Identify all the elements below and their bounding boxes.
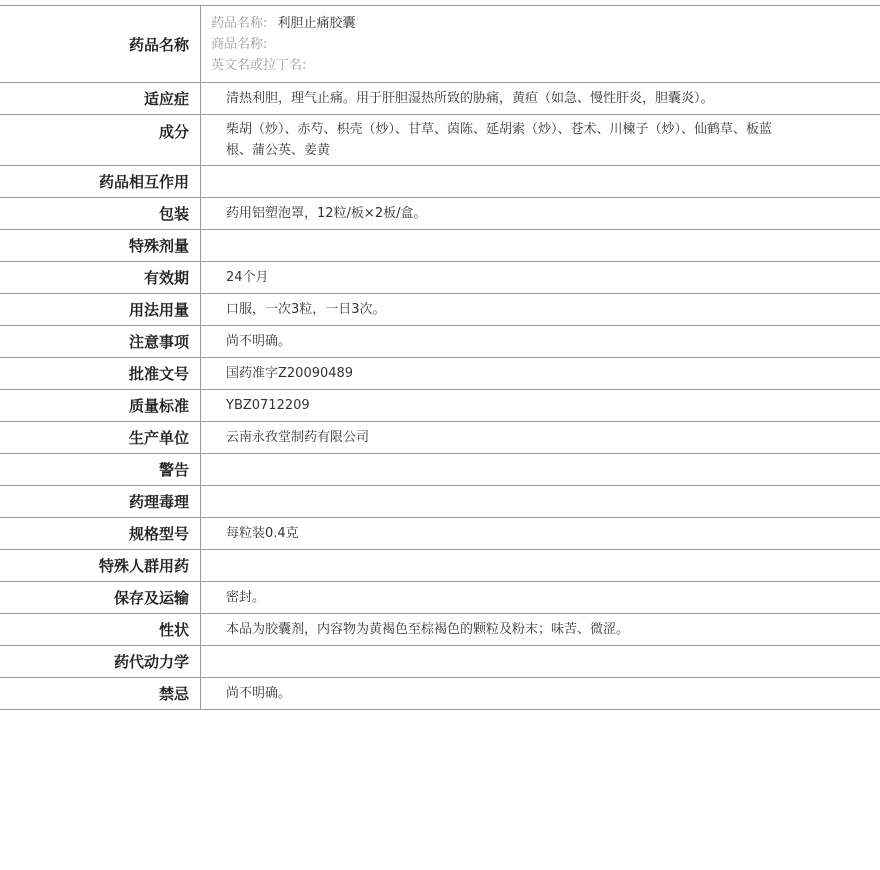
- row-ingredients: [0, 115, 880, 166]
- label-special-dosage: 特殊剂量: [0, 230, 201, 262]
- row-quality-standard: [0, 390, 880, 422]
- label-quality-standard: 质量标准: [0, 390, 201, 422]
- row-specification: [0, 518, 880, 550]
- row-packaging: [0, 198, 880, 230]
- label-packaging: 包装: [0, 198, 201, 230]
- label-special-population: 特殊人群用药: [0, 550, 201, 582]
- label-ingredients: 成分: [0, 115, 201, 166]
- row-drug-name: [0, 6, 880, 83]
- label-drug-name: 药品名称: [0, 6, 201, 83]
- value-packaging: 药用铝塑泡罩，12粒/板×2板/盒。: [226, 206, 427, 221]
- english-name-line: [211, 55, 880, 76]
- value-special-population: [201, 550, 880, 582]
- row-storage: [0, 582, 880, 614]
- row-contraindications: [0, 678, 880, 710]
- label-precautions: 注意事项: [0, 326, 201, 358]
- row-special-population: [0, 550, 880, 582]
- value-manufacturer: 云南永孜堂制药有限公司: [226, 430, 370, 445]
- drug-name-value: 利胆止痛胶囊: [277, 15, 356, 31]
- value-properties: 本品为胶囊剂，内容物为黄褐色至棕褐色的颗粒及粉末；味苦、微涩。: [226, 622, 630, 637]
- value-storage: 密封。: [226, 590, 266, 605]
- label-usage: 用法用量: [0, 294, 201, 326]
- value-specification: 每粒装0.4克: [226, 526, 299, 541]
- value-drug-name-block: [201, 6, 880, 83]
- row-manufacturer: [0, 422, 880, 454]
- label-indications: 适应症: [0, 83, 201, 115]
- row-indications: [0, 83, 880, 115]
- label-approval-number: 批准文号: [0, 358, 201, 390]
- row-properties: [0, 614, 880, 646]
- value-usage: 口服，一次3粒，一日3次。: [226, 302, 386, 317]
- trade-name-key: 商品名称:: [211, 36, 268, 52]
- drug-name-key: 药品名称:: [211, 15, 268, 31]
- value-precautions: 尚不明确。: [226, 334, 292, 349]
- row-toxicology: [0, 486, 880, 518]
- row-pharmacokinetics: [0, 646, 880, 678]
- label-warning: 警告: [0, 454, 201, 486]
- label-shelf-life: 有效期: [0, 262, 201, 294]
- value-special-dosage: [201, 230, 880, 262]
- drug-name-line: [211, 13, 880, 34]
- drug-spec-table: [0, 5, 880, 710]
- english-name-key: 英文名或拉丁名:: [211, 57, 307, 73]
- label-toxicology: 药理毒理: [0, 486, 201, 518]
- value-contraindications: 尚不明确。: [226, 686, 292, 701]
- row-shelf-life: [0, 262, 880, 294]
- value-toxicology: [201, 486, 880, 518]
- row-usage: [0, 294, 880, 326]
- row-approval-number: [0, 358, 880, 390]
- row-special-dosage: [0, 230, 880, 262]
- label-properties: 性状: [0, 614, 201, 646]
- value-approval-number: 国药准字Z20090489: [226, 366, 354, 381]
- row-warning: [0, 454, 880, 486]
- label-manufacturer: 生产单位: [0, 422, 201, 454]
- value-pharmacokinetics: [201, 646, 880, 678]
- label-contraindications: 禁忌: [0, 678, 201, 710]
- value-indications: 清热利胆，理气止痛。用于肝胆湿热所致的胁痛，黄疸（如急、慢性肝炎，胆囊炎）。: [226, 91, 714, 106]
- row-interactions: [0, 166, 880, 198]
- row-precautions: [0, 326, 880, 358]
- label-interactions: 药品相互作用: [0, 166, 201, 198]
- value-interactions: [201, 166, 880, 198]
- value-ingredients: 柴胡（炒）、赤芍、枳壳（炒）、甘草、茵陈、延胡索（炒）、苍术、川楝子（炒）、仙鹤草、板蓝根、蒲公英、姜黄: [226, 122, 773, 158]
- value-quality-standard: YBZ0712209: [226, 398, 310, 413]
- value-warning: [201, 454, 880, 486]
- trade-name-line: [211, 34, 880, 55]
- value-shelf-life: 24个月: [226, 270, 269, 285]
- label-pharmacokinetics: 药代动力学: [0, 646, 201, 678]
- label-storage: 保存及运输: [0, 582, 201, 614]
- label-specification: 规格型号: [0, 518, 201, 550]
